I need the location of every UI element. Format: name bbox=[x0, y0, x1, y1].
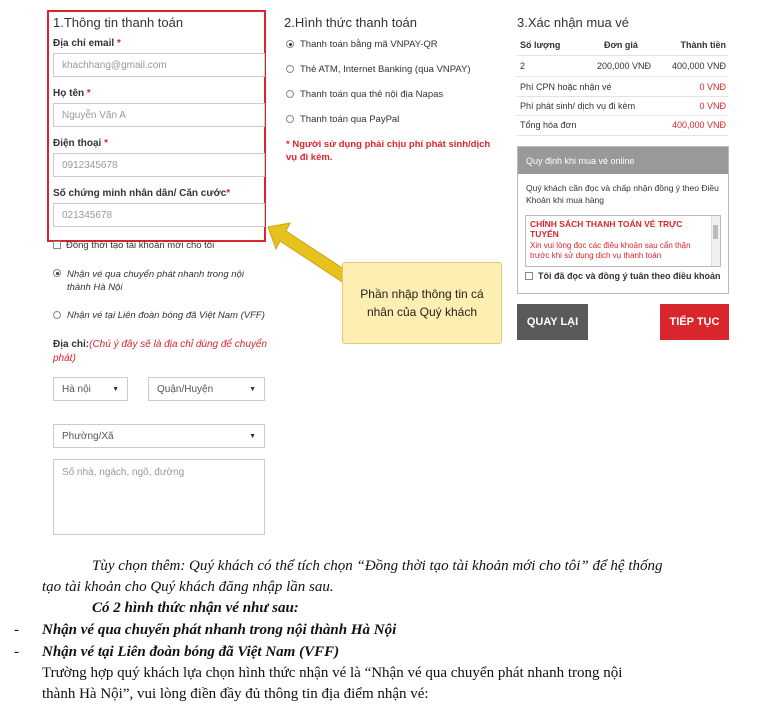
rules-heading: CHÍNH SÁCH THANH TOÁN VÉ TRỰC TUYẾN bbox=[530, 219, 683, 239]
payment-option-label: Thanh toán bằng mã VNPAY-QR bbox=[300, 39, 438, 50]
agree-label: Tôi đã đọc và đồng ý tuân theo điều khoản bbox=[538, 271, 721, 281]
doc-paragraph-3a: Trường hợp quý khách lựa chọn hình thức nhận vé là “Nhận vé qua chuyển phát nhanh trong nội bbox=[42, 665, 623, 681]
fee-note: * Người sử dụng phải chịu phí phát sinh/dịch vụ đi kèm. bbox=[286, 139, 491, 163]
name-field[interactable]: Nguyễn Văn A bbox=[53, 103, 265, 127]
street-address-textarea[interactable]: Số nhà, ngách, ngõ, đường bbox=[53, 459, 265, 535]
name-label: Họ tên * bbox=[53, 88, 91, 99]
payment-option-label: Thẻ ATM, Internet Banking (qua VNPAY) bbox=[300, 64, 471, 75]
scrollbar[interactable] bbox=[711, 216, 720, 266]
email-field[interactable]: khachhang@gmail.com bbox=[53, 53, 265, 77]
ward-select[interactable]: Phường/Xã ▼ bbox=[53, 424, 265, 448]
fee2-value: 0 VNĐ bbox=[699, 101, 726, 111]
radio-unselected[interactable] bbox=[286, 115, 294, 123]
radio-unselected[interactable] bbox=[53, 311, 61, 319]
payment-option-vnpay-qr[interactable] bbox=[286, 39, 438, 50]
payment-option-paypal[interactable] bbox=[286, 114, 399, 125]
delivery-vff-radio[interactable] bbox=[53, 310, 265, 321]
header-amount: Thành tiền bbox=[680, 40, 726, 50]
header-qty: Số lượng bbox=[520, 40, 561, 50]
unit-price-value: 200,000 VNĐ bbox=[597, 61, 652, 71]
phone-field[interactable]: 0912345678 bbox=[53, 153, 265, 177]
next-button[interactable]: TIẾP TỤC bbox=[660, 304, 729, 340]
city-select[interactable]: Hà nội ▼ bbox=[53, 377, 128, 401]
table-header-row bbox=[517, 35, 728, 56]
create-account-label: Đồng thời tạo tài khoản mới cho tôi bbox=[66, 240, 215, 251]
fee2-label: Phí phát sinh/ dịch vụ đi kèm bbox=[520, 101, 636, 111]
radio-unselected[interactable] bbox=[286, 65, 294, 73]
rules-intro: Quý khách cần đọc và chấp nhận đồng ý theo Điều Khoản khi mua hàng bbox=[526, 183, 719, 205]
address-label: Địa chỉ:(Chú ý đây sẽ là địa chỉ dùng để chuyển phát) bbox=[53, 339, 268, 364]
section-title-payment-method: 2.Hình thức thanh toán bbox=[284, 15, 418, 30]
payment-option-atm[interactable] bbox=[286, 64, 471, 75]
fee1-label: Phí CPN hoặc nhận vé bbox=[520, 82, 612, 92]
payment-option-napas[interactable] bbox=[286, 89, 443, 100]
rules-text: Xin vui lòng đọc các điều khoản sau cẩn thận trước khi sử dụng dịch vụ thanh toán bbox=[530, 241, 691, 260]
district-select[interactable]: Quận/Huyện ▼ bbox=[148, 377, 265, 401]
checkbox-box[interactable] bbox=[53, 241, 61, 249]
doc-bullet-1: Nhận vé qua chuyển phát nhanh trong nội thành Hà Nội bbox=[42, 622, 397, 638]
table-row bbox=[517, 56, 728, 77]
doc-paragraph-1a: Tùy chọn thêm: Quý khách có thể tích chọn “Đồng thời tạo tài khoản mới cho tôi” để hệ thống bbox=[92, 558, 663, 574]
payment-option-label: Thanh toán qua PayPal bbox=[300, 114, 400, 125]
doc-bullet-mark: - bbox=[14, 644, 19, 660]
header-unit-price: Đơn giá bbox=[604, 40, 638, 50]
section-title-confirm: 3.Xác nhận mua vé bbox=[517, 15, 630, 30]
doc-paragraph-1b: tạo tài khoản cho Quý khách đăng nhập lần sau. bbox=[42, 579, 334, 595]
chevron-down-icon: ▼ bbox=[249, 432, 256, 440]
checkbox-box[interactable] bbox=[525, 272, 533, 280]
payment-option-label: Thanh toán qua thẻ nội địa Napas bbox=[300, 89, 444, 100]
doc-paragraph-3b: thành Hà Nội”, vui lòng điền đầy đủ thông tin địa điểm nhận vé: bbox=[42, 686, 429, 702]
scrollbar-thumb[interactable] bbox=[713, 225, 718, 239]
rules-panel bbox=[517, 146, 729, 294]
rules-title: Quy định khi mua vé online bbox=[518, 147, 728, 174]
delivery-express-radio[interactable] bbox=[53, 268, 253, 294]
back-button[interactable]: QUAY LẠI bbox=[517, 304, 588, 340]
agree-checkbox[interactable] bbox=[525, 271, 721, 281]
delivery-express-label: Nhận vé qua chuyển phát nhanh trong nội thành Hà Nội bbox=[67, 269, 244, 293]
qty-value: 2 bbox=[520, 61, 526, 71]
total-label: Tổng hóa đơn bbox=[520, 120, 577, 130]
id-field[interactable]: 021345678 bbox=[53, 203, 265, 227]
table-row bbox=[517, 97, 728, 116]
rules-scrollbox[interactable] bbox=[525, 215, 721, 267]
doc-paragraph-2: Có 2 hình thức nhận vé như sau: bbox=[92, 600, 299, 616]
callout-note: Phần nhập thông tin cá nhân của Quý khách bbox=[342, 262, 502, 344]
email-label: Địa chỉ email * bbox=[53, 38, 121, 49]
order-table bbox=[517, 35, 728, 135]
doc-bullet-2: Nhận vé tại Liên đoàn bóng đã Việt Nam (VFF) bbox=[42, 644, 340, 660]
table-row bbox=[517, 116, 728, 136]
fee1-value: 0 VNĐ bbox=[699, 82, 726, 92]
radio-unselected[interactable] bbox=[286, 90, 294, 98]
radio-selected[interactable] bbox=[53, 269, 61, 277]
table-row bbox=[517, 77, 728, 97]
amount-value: 400,000 VNĐ bbox=[671, 61, 726, 71]
doc-bullet-mark: - bbox=[14, 622, 19, 638]
id-label: Số chứng minh nhân dân/ Căn cước* bbox=[53, 188, 231, 199]
delivery-vff-label: Nhận vé tại Liên đoàn bóng đã Việt Nam (VFF) bbox=[67, 310, 265, 321]
checkout-screenshot bbox=[40, 0, 750, 552]
section-title-payment-info: 1.Thông tin thanh toán bbox=[53, 15, 184, 30]
chevron-down-icon: ▼ bbox=[112, 385, 119, 393]
phone-label: Điện thoại * bbox=[53, 138, 109, 149]
chevron-down-icon: ▼ bbox=[249, 385, 256, 393]
radio-selected[interactable] bbox=[286, 40, 294, 48]
total-value: 400,000 VNĐ bbox=[671, 120, 726, 130]
create-account-checkbox[interactable] bbox=[53, 240, 214, 251]
